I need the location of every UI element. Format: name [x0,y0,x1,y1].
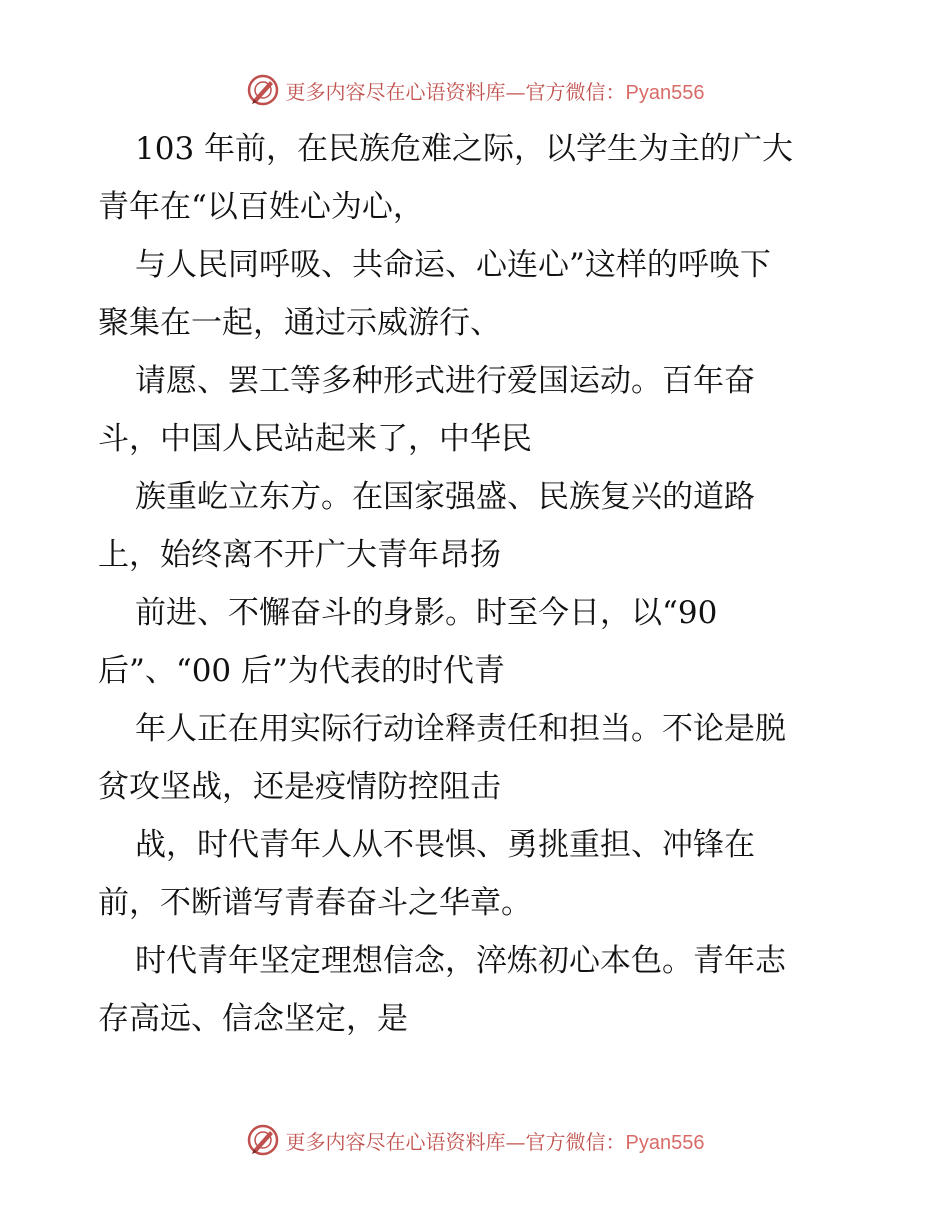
header-wechat-id: Pyan556 [625,81,705,104]
footer-banner-text [286,1126,705,1155]
body-line: 时代青年坚定理想信念，淬炼初心本色。青年志 [135,943,786,979]
header-banner-text [286,76,705,105]
body-line: 与人民同呼吸、共命运、心连心”这样的呼唤下 [135,247,771,283]
header-banner [0,70,950,110]
body-line: 贫攻坚战，还是疫情防控阻击 [98,769,501,805]
body-line: 青年在“以百姓心为心， [98,189,424,225]
pen-logo-icon [246,73,280,107]
body-line: 前进、不懈奋斗的身影。时至今日，以“90 [135,595,718,631]
body-line: 前，不断谱写青春奋斗之华章。 [98,885,532,921]
pen-logo-icon [246,1123,280,1157]
body-line: 战，时代青年人从不畏惧、勇挑重担、冲锋在 [135,827,755,863]
footer-wechat-id: Pyan556 [625,1131,705,1154]
body-line: 聚集在一起，通过示威游行、 [98,305,501,341]
body-line: 后”、“00 后”为代表的时代青 [98,653,505,689]
body-text [98,120,868,1048]
body-line: 年人正在用实际行动诠释责任和担当。不论是脱 [135,711,786,747]
header-banner-label: 更多内容尽在心语资料库—官方微信： [285,79,626,104]
footer-banner-label: 更多内容尽在心语资料库—官方微信： [285,1129,626,1154]
body-line: 斗，中国人民站起来了，中华民 [98,421,532,457]
footer-banner [0,1120,950,1160]
body-line: 存高远、信念坚定，是 [98,1001,408,1037]
body-line: 103 年前，在民族危难之际，以学生为主的广大 [135,131,794,167]
body-line: 请愿、罢工等多种形式进行爱国运动。百年奋 [135,363,755,399]
body-line: 上，始终离不开广大青年昂扬 [98,537,501,573]
body-line: 族重屹立东方。在国家强盛、民族复兴的道路 [135,479,755,515]
